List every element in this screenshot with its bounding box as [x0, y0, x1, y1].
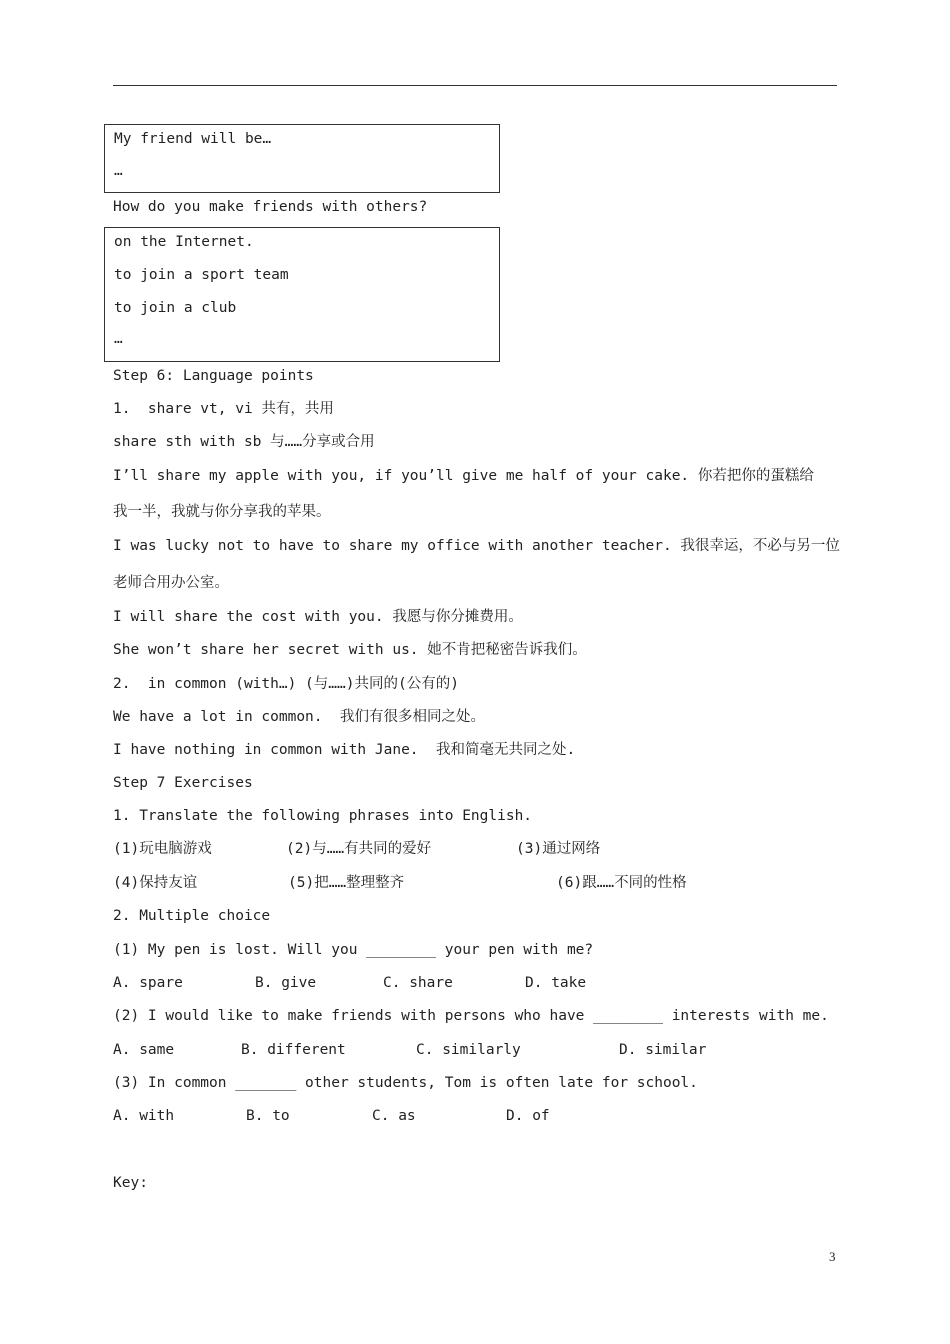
q1-option-c: C. share: [383, 975, 453, 991]
step6-title: Step 6: Language points: [113, 368, 314, 384]
paragraph: She won’t share her secret with us. 她不肯把秘密告诉我们。: [113, 642, 587, 658]
paragraph: 老师合用办公室。: [113, 575, 229, 591]
paragraph: 1. share vt, vi 共有，共用: [113, 401, 334, 417]
paragraph: share sth with sb 与……分享或合用: [113, 434, 375, 450]
friend-box: [104, 124, 500, 193]
paragraph: I was lucky not to have to share my office with another teacher. 我很幸运，不必与另一位: [113, 538, 840, 554]
question-text: How do you make friends with others?: [113, 199, 428, 215]
q1-option-b: B. give: [255, 975, 317, 991]
paragraph: I’ll share my apple with you, if you’ll give me half of your cake. 你若把你的蛋糕给: [113, 468, 814, 484]
page-number: 3: [829, 1249, 836, 1264]
paragraph: 我一半，我就与你分享我的苹果。: [113, 504, 331, 520]
q3-option-b: B. to: [246, 1108, 290, 1124]
translate-item-4: (4)保持友谊: [113, 875, 198, 891]
question-3: (3) In common _______ other students, Tom is often late for school.: [113, 1075, 698, 1091]
q2-option-c: C. similarly: [416, 1042, 521, 1058]
q2-option-b: B. different: [241, 1042, 346, 1058]
translate-item-3: (3)通过网络: [516, 841, 601, 857]
q2-option-d: D. similar: [619, 1042, 707, 1058]
paragraph: I will share the cost with you. 我愿与你分摊费用。: [113, 609, 523, 625]
q3-option-c: C. as: [372, 1108, 416, 1124]
header-rule: [113, 85, 837, 86]
exercise-1-heading: 1. Translate the following phrases into English.: [113, 808, 533, 824]
box-line: …: [114, 163, 123, 179]
question-1: (1) My pen is lost. Will you ________ your pen with me?: [113, 942, 594, 958]
translate-item-1: (1)玩电脑游戏: [113, 841, 212, 857]
translate-item-5: (5)把……整理整齐: [288, 875, 405, 891]
q1-option-d: D. take: [525, 975, 587, 991]
paragraph: I have nothing in common with Jane. 我和简毫无共同之处.: [113, 742, 576, 758]
step7-title: Step 7 Exercises: [113, 775, 253, 791]
q1-option-a: A. spare: [113, 975, 183, 991]
q2-option-a: A. same: [113, 1042, 175, 1058]
answer-key-label: Key:: [113, 1175, 148, 1191]
question-2: (2) I would like to make friends with persons who have ________ interests with me.: [113, 1008, 829, 1024]
ways-box: [104, 227, 500, 362]
box-line: …: [114, 331, 123, 347]
q3-option-d: D. of: [506, 1108, 550, 1124]
box-line: to join a club: [114, 300, 237, 316]
box-line: to join a sport team: [114, 267, 289, 283]
translate-item-6: (6)跟……不同的性格: [556, 875, 687, 891]
exercise-2-heading: 2. Multiple choice: [113, 908, 271, 924]
translate-item-2: (2)与……有共同的爱好: [286, 841, 432, 857]
box-line: My friend will be…: [114, 131, 272, 147]
box-line: on the Internet.: [114, 234, 254, 250]
paragraph: We have a lot in common. 我们有很多相同之处。: [113, 709, 485, 725]
paragraph: 2. in common (with…) (与……)共同的(公有的): [113, 676, 459, 692]
q3-option-a: A. with: [113, 1108, 175, 1124]
